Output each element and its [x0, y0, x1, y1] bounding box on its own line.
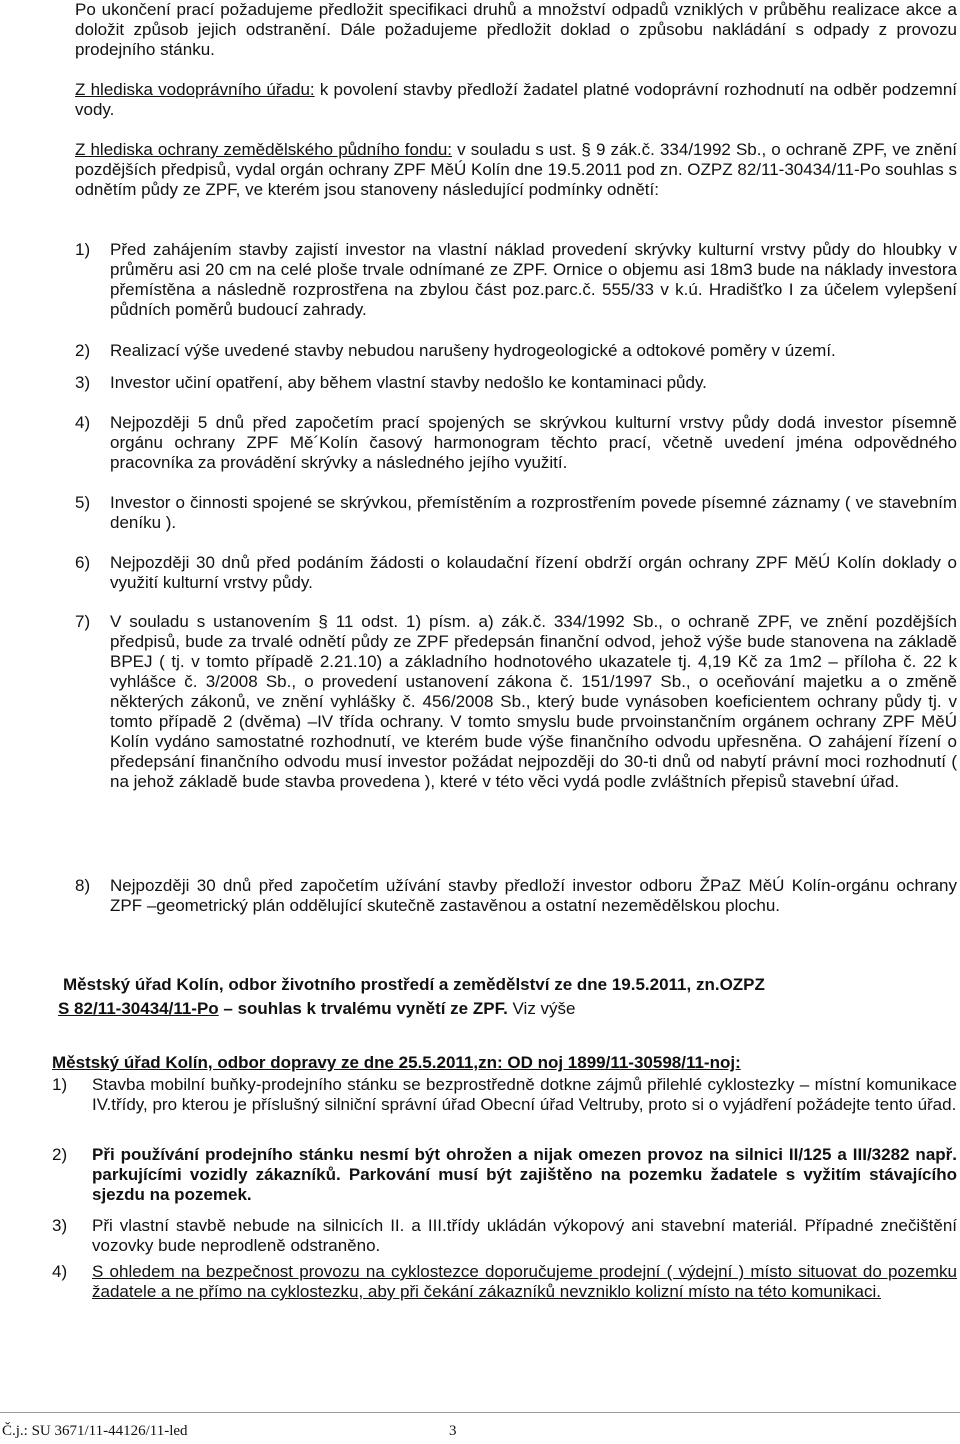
- item-number: 4): [52, 1262, 68, 1281]
- item-text: Investor učiní opatření, aby během vlastní stavby nedošlo ke kontaminaci půdy.: [110, 373, 707, 392]
- env-office-ref-line: [58, 999, 957, 1019]
- item-number: 6): [75, 553, 91, 572]
- env-office-consent: – souhlas k trvalému vynětí ze ZPF.: [218, 999, 508, 1018]
- zpf-item-7: [75, 612, 957, 792]
- item-text: Stavba mobilní buňky-prodejního stánku se bezprostředně dotkne zájmů přilehlé cyklostezky – místní komunikace IV.třídy, pro kterou je příslušný silniční správní úřad Obecní úřad Veltruby, proto si o vyjádření požádejte tento úřad.: [92, 1075, 957, 1114]
- item-text: V souladu s ustanovením § 11 odst. 1) písm. a) zák.č. 334/1992 Sb., o ochraně ZPF, ve znění pozdějších předpisů, bude za trvalé odnětí půdy ze ZPF předepsán finanční odvod, jehož výše bude stanovena na základě BPEJ ( tj. v tomto případě 2.21.10) a základního hodnotového ukazatele tj. 4,19 Kč za 1m2 – příloha č. 22 k vyhlášce č. 3/2008 Sb., o provedení ustanovení zákona č. 151/1997 Sb., o oceňování majetku a o změně některých zákonů, ve znění vyhlášky č. 456/2008 Sb., který bude vynásoben koeficientem ochrany půdy tj. v tomto případě 2 (dvěma) –IV třída ochrany. V tomto smyslu bude prvoinstančním orgánem ochrany ZPF MěÚ Kolín vydáno samostatné rozhodnutí, ve kterém bude výše finančního odvodu upřesněna. O zahájení řízení o předepsání finančního odvodu musí investor požádat nejpozději do 30-ti dnů od nabytí právní moci rozhodnutí ( na jehož základě bude stavba provedena ), které v této věci vydá podle zvláštních přepisů stavební úřad.: [110, 612, 957, 791]
- footer-reference: Č.j.: SU 3671/11-44126/11-led: [2, 1423, 188, 1439]
- item-text: S ohledem na bezpečnost provozu na cyklostezce doporučujeme prodejní ( výdejní ) místo situovat do pozemku žadatele a ne přímo na cyklostezku, aby při čekání zákazníků nevzniklo kolizní místo na této komunikaci.: [92, 1262, 957, 1301]
- zpf-text: v souladu s ust. § 9 zák.č. 334/1992 Sb., o ochraně ZPF, ve znění pozdějších předpisů, vydal orgán ochrany ZPF MěÚ Kolín dne 19.5.2011 pod zn. OZPZ 82/11-30434/11-Po souhlas s odnětím půdy ze ZPF, ve kterém jsou stanoveny následující podmínky odnětí:: [75, 140, 958, 199]
- item-text: Realizací výše uvedené stavby nebudou narušeny hydrogeologické a odtokové poměry v území.: [110, 341, 836, 360]
- waste-paragraph: Po ukončení prací požadujeme předložit specifikaci druhů a množství odpadů vzniklých v průběhu realizace akce a doložit způsob jejich odstranění. Dále požadujeme předložit doklad o způsobu nakládání s odpady z provozu prodejního stánku.: [75, 0, 957, 59]
- item-number: 8): [75, 876, 91, 895]
- transport-office-heading: Městský úřad Kolín, odbor dopravy ze dne 25.5.2011,zn: OD noj 1899/11-30598/11-noj:: [52, 1053, 741, 1072]
- page-number: 3: [449, 1423, 457, 1439]
- zpf-item-1: [75, 240, 957, 320]
- water-authority-paragraph: [75, 80, 957, 120]
- transport-item-3: [52, 1216, 957, 1256]
- transport-item-1: [52, 1075, 957, 1115]
- water-authority-label: Z hlediska vodoprávního úřadu:: [75, 80, 315, 99]
- transport-item-4: [52, 1262, 957, 1302]
- item-text: Nejpozději 30 dnů před započetím užívání stavby předloží investor odboru ŽPaZ MěÚ Kolín-orgánu ochrany ZPF –geometrický plán oddělující skutečně zastavěnou a ostatní nezemědělskou plochu.: [110, 876, 957, 915]
- item-number: 1): [75, 240, 91, 259]
- item-number: 3): [52, 1216, 68, 1235]
- zpf-item-2: [75, 341, 957, 361]
- zpf-label: Z hlediska ochrany zemědělského půdního fondu:: [75, 140, 453, 159]
- item-text: Nejpozději 30 dnů před podáním žádosti o kolaudační řízení obdrží orgán ochrany ZPF MěÚ Kolín doklady o využití kulturní vrstvy půdy.: [110, 553, 957, 592]
- item-number: 1): [52, 1075, 68, 1094]
- zpf-item-3: [75, 373, 957, 393]
- item-number: 5): [75, 493, 91, 512]
- item-text: Při vlastní stavbě nebude na silnicích II. a III.třídy ukládán výkopový ani stavební materiál. Případné znečištění vozovky bude neprodleně odstraněno.: [92, 1216, 957, 1255]
- item-number: 2): [52, 1145, 68, 1164]
- env-office-ref: S 82/11-30434/11-Po: [58, 999, 219, 1018]
- water-authority-text: k povolení stavby předloží žadatel platné vodoprávní rozhodnutí na odběr podzemní vody.: [75, 80, 957, 119]
- item-text: Před zahájením stavby zajistí investor na vlastní náklad provedení skrývky kulturní vrstvy půdy do hloubky v průměru asi 20 cm na celé ploše trvale odnímané ze ZPF. Ornice o objemu asi 18m3 bude na náklady investora přemístěna a následně rozprostřena na zbylou část poz.parc.č. 555/33 v k.ú. Hradišťko I za účelem vylepšení půdních poměrů budoucí zahrady.: [110, 240, 957, 319]
- zpf-item-8: [75, 876, 957, 916]
- item-number: 7): [75, 612, 91, 631]
- zpf-item-4: [75, 413, 957, 473]
- env-office-line: Městský úřad Kolín, odbor životního prostředí a zemědělství ze dne 19.5.2011, zn.OZPZ: [63, 975, 765, 994]
- item-number: 2): [75, 341, 91, 360]
- item-number: 3): [75, 373, 91, 392]
- item-text: Investor o činnosti spojené se skrývkou, přemístěním a rozprostřením povede písemné záznamy ( ve stavebním deníku ).: [110, 493, 957, 532]
- item-text: Při používání prodejního stánku nesmí být ohrožen a nijak omezen provoz na silnici II/125 a III/3282 např. parkujícími vozidly zákazníků. Parkování musí být zajištěno na pozemku žadatele s vyžitím stávajícího sjezdu na pozemek.: [92, 1145, 957, 1204]
- zpf-paragraph: [75, 140, 957, 200]
- env-office-see-above: Viz výše: [507, 999, 576, 1018]
- zpf-item-6: [75, 553, 957, 593]
- zpf-item-5: [75, 493, 957, 533]
- item-number: 4): [75, 413, 91, 432]
- transport-item-2: [52, 1145, 957, 1205]
- item-text: Nejpozději 5 dnů před započetím prací spojených se skrývkou kulturní vrstvy půdy dodá investor písemně orgánu ochrany ZPF Mě´Kolín časový harmonogram těchto prací, včetně uvedení jména odpovědného pracovníka za provádění skrývky a následného jejího využití.: [110, 413, 957, 472]
- footer-divider: [0, 1412, 960, 1413]
